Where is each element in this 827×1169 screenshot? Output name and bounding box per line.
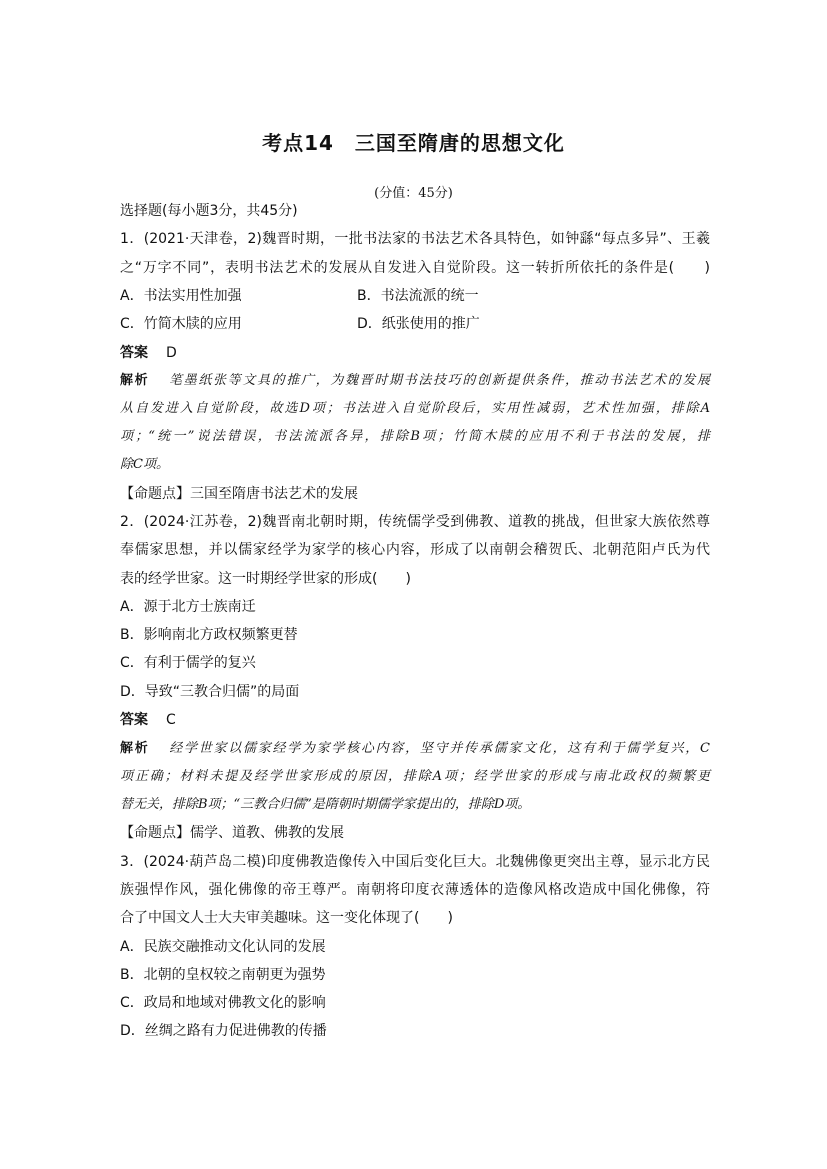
q2-option-d: D．导致“三教合归儒”的局面 bbox=[120, 684, 300, 700]
score-note: (分值：45分) bbox=[374, 186, 453, 201]
answer-label: 答案 bbox=[120, 712, 148, 728]
q2-answer-row bbox=[120, 711, 710, 729]
q2-stem-line-3: 表的经学世家。这一时期经学世家的形成( ) bbox=[120, 571, 411, 587]
q1-explanation-line-4: 除C项。 bbox=[120, 457, 169, 472]
analysis-label: 解析 bbox=[120, 373, 150, 388]
q2-explanation-line-2: 项正确；材料未提及经学世家形成的原因，排除A项；经学世家的形成与南北政权的频繁更 bbox=[120, 769, 710, 784]
q1-point: 【命题点】三国至隋唐书法艺术的发展 bbox=[120, 486, 358, 502]
q2-option-b: B．影响南北方政权频繁更替 bbox=[120, 627, 298, 643]
page-title: 考点14 三国至隋唐的思想文化 bbox=[262, 131, 565, 155]
q1-stem-line-1: 1．(2021·天津卷，2)魏晋时期，一批书法家的书法艺术各具特色，如钟繇“每点多异”、王羲 bbox=[120, 231, 710, 247]
q1-option-b: B．书法流派的统一 bbox=[357, 288, 479, 304]
section-heading: 选择题(每小题3分，共45分) bbox=[120, 203, 298, 219]
q2-option-a: A．源于北方士族南迁 bbox=[120, 599, 256, 615]
q2-explanation-line-1 bbox=[120, 740, 710, 758]
q1-option-a: A．书法实用性加强 bbox=[120, 288, 242, 304]
q3-option-c: C．政局和地域对佛教文化的影响 bbox=[120, 995, 326, 1011]
q3-option-b: B．北朝的皇权较之南朝更为强势 bbox=[120, 967, 326, 983]
q1-explanation-line-3: 项；“统一”说法错误，书法流派各异，排除B项；竹简木牍的应用不利于书法的发展，排 bbox=[120, 429, 710, 444]
q3-option-d: D．丝绸之路有力促进佛教的传播 bbox=[120, 1023, 327, 1039]
q3-stem-line-2: 族强悍作风，强化佛像的帝王尊严。南朝将印度衣薄透体的造像风格改造成中国化佛像，符 bbox=[120, 882, 710, 898]
q2-stem-line-2: 奉儒家思想，并以儒家经学为家学的核心内容，形成了以南朝会稽贺氏、北朝范阳卢氏为代 bbox=[120, 542, 710, 558]
q2-option-c: C．有利于儒学的复兴 bbox=[120, 655, 256, 671]
q2-exp-text-1: 经学世家以儒家经学为家学核心内容，坚守并传承儒家文化，这有利于儒学复兴，C bbox=[167, 741, 710, 756]
q1-explanation-line-2: 从自发进入自觉阶段，故选D项；书法进入自觉阶段后，实用性减弱，艺术性加强，排除A bbox=[120, 401, 710, 416]
q1-answer-value: D bbox=[166, 345, 177, 361]
q1-answer-row bbox=[120, 344, 710, 362]
q2-answer-value: C bbox=[166, 712, 176, 728]
q1-stem-line-2: 之“万字不同”，表明书法艺术的发展从自发进入自觉阶段。这一转折所依托的条件是( ) bbox=[120, 260, 710, 276]
q1-exp-text-1: 笔墨纸张等文具的推广，为魏晋时期书法技巧的创新提供条件，推动书法艺术的发展 bbox=[167, 373, 710, 388]
q2-point: 【命题点】儒学、道教、佛教的发展 bbox=[120, 825, 344, 841]
analysis-label: 解析 bbox=[120, 741, 150, 756]
q3-option-a: A．民族交融推动文化认同的发展 bbox=[120, 939, 326, 955]
q3-stem-line-3: 合了中国文人士大夫审美趣味。这一变化体现了( ) bbox=[120, 910, 453, 926]
q1-option-d: D．纸张使用的推广 bbox=[357, 316, 480, 332]
q2-explanation-line-3: 替无关，排除B项；“三教合归儒”是隋朝时期儒学家提出的，排除D项。 bbox=[120, 797, 531, 812]
q2-stem-line-1: 2．(2024·江苏卷，2)魏晋南北朝时期，传统儒学受到佛教、道教的挑战，但世家大族依然尊 bbox=[120, 514, 710, 530]
q1-explanation-line-1 bbox=[120, 372, 710, 390]
answer-label: 答案 bbox=[120, 345, 148, 361]
q3-stem-line-1: 3．(2024·葫芦岛二模)印度佛教造像传入中国后变化巨大。北魏佛像更突出主尊，显示北方民 bbox=[120, 854, 710, 870]
q1-option-c: C．竹简木牍的应用 bbox=[120, 316, 242, 332]
